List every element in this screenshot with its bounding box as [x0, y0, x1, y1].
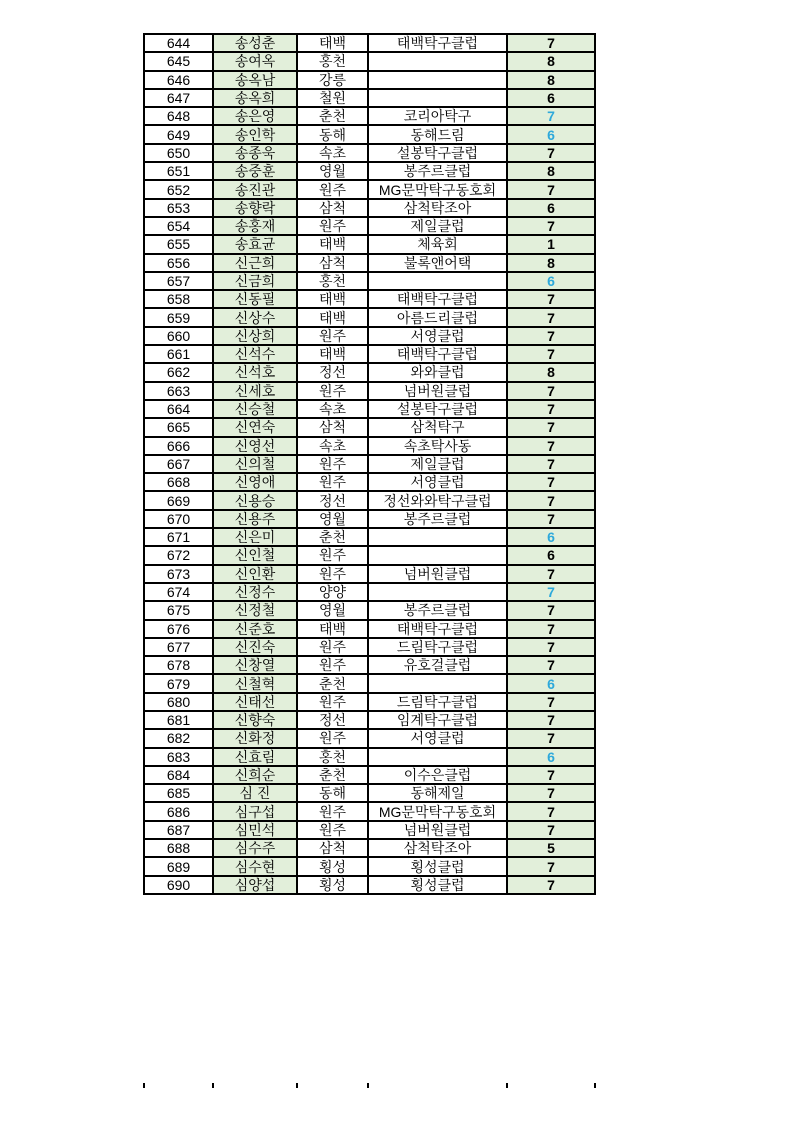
cell-club — [368, 748, 507, 766]
cell-number: 644 — [144, 34, 213, 52]
table-row — [144, 583, 595, 601]
cell-number: 672 — [144, 546, 213, 564]
cell-score: 7 — [507, 729, 595, 747]
cell-name: 신철혁 — [213, 674, 297, 692]
table-row — [144, 382, 595, 400]
cell-name: 송인학 — [213, 125, 297, 143]
cell-region: 홍천 — [297, 272, 368, 290]
cell-number: 684 — [144, 766, 213, 784]
cell-name: 신향숙 — [213, 711, 297, 729]
cell-region: 삼척 — [297, 199, 368, 217]
cell-score: 7 — [507, 382, 595, 400]
cell-club: 봉주르클럽 — [368, 510, 507, 528]
cell-name: 송여옥 — [213, 52, 297, 70]
cell-number: 658 — [144, 290, 213, 308]
cell-club — [368, 546, 507, 564]
cell-name: 신석수 — [213, 345, 297, 363]
cell-club: 태백탁구클럽 — [368, 290, 507, 308]
cell-region: 원주 — [297, 656, 368, 674]
cell-number: 648 — [144, 107, 213, 125]
cell-name: 심양섭 — [213, 876, 297, 894]
cell-club: 넘버원클럽 — [368, 565, 507, 583]
cell-number: 651 — [144, 162, 213, 180]
cell-score: 7 — [507, 400, 595, 418]
cell-region: 원주 — [297, 546, 368, 564]
cell-name: 신준호 — [213, 620, 297, 638]
cell-score: 6 — [507, 748, 595, 766]
table-row — [144, 546, 595, 564]
cell-club: 코리아탁구 — [368, 107, 507, 125]
cell-name: 신용주 — [213, 510, 297, 528]
cell-name: 신정철 — [213, 601, 297, 619]
cell-score: 7 — [507, 327, 595, 345]
cell-region: 태백 — [297, 34, 368, 52]
cell-name: 심 진 — [213, 784, 297, 802]
cell-score: 6 — [507, 674, 595, 692]
cell-region: 동해 — [297, 784, 368, 802]
cell-name: 송종욱 — [213, 144, 297, 162]
cell-score: 7 — [507, 711, 595, 729]
cell-region: 삼척 — [297, 839, 368, 857]
cell-number: 667 — [144, 455, 213, 473]
cutoff-border-tick — [367, 1083, 369, 1088]
cell-score: 7 — [507, 473, 595, 491]
table-row — [144, 34, 595, 52]
cell-score: 8 — [507, 162, 595, 180]
cell-club: 이수은클럽 — [368, 766, 507, 784]
table-row — [144, 345, 595, 363]
cell-club: 동해제일 — [368, 784, 507, 802]
cell-number: 679 — [144, 674, 213, 692]
table-row — [144, 821, 595, 839]
table-row — [144, 693, 595, 711]
cell-number: 657 — [144, 272, 213, 290]
cell-club — [368, 71, 507, 89]
cell-region: 정선 — [297, 491, 368, 509]
cutoff-border-tick — [506, 1083, 508, 1088]
table-row — [144, 729, 595, 747]
cell-number: 681 — [144, 711, 213, 729]
table-row — [144, 510, 595, 528]
table-row — [144, 876, 595, 894]
cell-score: 7 — [507, 418, 595, 436]
table-row — [144, 565, 595, 583]
cell-club: 임계탁구클럽 — [368, 711, 507, 729]
cell-number: 674 — [144, 583, 213, 601]
cell-number: 683 — [144, 748, 213, 766]
roster-table-body — [144, 34, 595, 894]
cell-region: 원주 — [297, 473, 368, 491]
table-row — [144, 473, 595, 491]
cell-region: 영월 — [297, 510, 368, 528]
cell-number: 665 — [144, 418, 213, 436]
cell-score: 7 — [507, 107, 595, 125]
cell-number: 673 — [144, 565, 213, 583]
cell-club: 태백탁구클럽 — [368, 345, 507, 363]
cell-region: 원주 — [297, 217, 368, 235]
table-row — [144, 308, 595, 326]
cell-name: 신의철 — [213, 455, 297, 473]
table-row — [144, 418, 595, 436]
cell-number: 666 — [144, 437, 213, 455]
cell-name: 송진관 — [213, 180, 297, 198]
table-row — [144, 491, 595, 509]
cell-number: 653 — [144, 199, 213, 217]
table-row — [144, 180, 595, 198]
cell-number: 663 — [144, 382, 213, 400]
cell-club: 불록앤어택 — [368, 254, 507, 272]
cell-name: 신세호 — [213, 382, 297, 400]
cell-name: 심민석 — [213, 821, 297, 839]
cell-score: 6 — [507, 125, 595, 143]
table-row — [144, 437, 595, 455]
cell-score: 7 — [507, 345, 595, 363]
cell-club: 횡성클럽 — [368, 857, 507, 875]
cell-name: 신진숙 — [213, 638, 297, 656]
cell-club: 제일클럽 — [368, 217, 507, 235]
cell-region: 원주 — [297, 455, 368, 473]
cell-number: 682 — [144, 729, 213, 747]
cell-score: 7 — [507, 821, 595, 839]
cell-club — [368, 272, 507, 290]
cell-score: 7 — [507, 308, 595, 326]
cell-club — [368, 52, 507, 70]
cell-score: 7 — [507, 601, 595, 619]
cell-region: 속초 — [297, 144, 368, 162]
cell-score: 6 — [507, 528, 595, 546]
cell-score: 7 — [507, 217, 595, 235]
cell-name: 심구섭 — [213, 802, 297, 820]
cell-number: 678 — [144, 656, 213, 674]
cell-region: 춘천 — [297, 528, 368, 546]
cell-number: 688 — [144, 839, 213, 857]
cell-score: 7 — [507, 510, 595, 528]
table-row — [144, 528, 595, 546]
cell-score: 7 — [507, 857, 595, 875]
cell-region: 원주 — [297, 565, 368, 583]
cell-name: 신화정 — [213, 729, 297, 747]
cell-name: 신태선 — [213, 693, 297, 711]
cell-region: 태백 — [297, 290, 368, 308]
table-row — [144, 857, 595, 875]
cell-club: MG문막탁구동호회 — [368, 180, 507, 198]
cell-region: 태백 — [297, 620, 368, 638]
table-row — [144, 290, 595, 308]
table-row — [144, 601, 595, 619]
cell-name: 신인환 — [213, 565, 297, 583]
table-row — [144, 784, 595, 802]
table-row — [144, 199, 595, 217]
cell-club: 설봉탁구클럽 — [368, 144, 507, 162]
cell-number: 686 — [144, 802, 213, 820]
cell-club — [368, 528, 507, 546]
cell-score: 7 — [507, 437, 595, 455]
cell-club: 삼척탁구 — [368, 418, 507, 436]
cell-name: 신영애 — [213, 473, 297, 491]
cell-name: 신근희 — [213, 254, 297, 272]
cell-number: 660 — [144, 327, 213, 345]
cell-number: 676 — [144, 620, 213, 638]
table-row — [144, 144, 595, 162]
cell-region: 원주 — [297, 638, 368, 656]
cell-club: 동해드림 — [368, 125, 507, 143]
cell-name: 신은미 — [213, 528, 297, 546]
cell-score: 8 — [507, 52, 595, 70]
cell-club: 서영클럽 — [368, 729, 507, 747]
cell-region: 영월 — [297, 601, 368, 619]
cell-region: 홍천 — [297, 748, 368, 766]
cell-region: 정선 — [297, 363, 368, 381]
cell-region: 철원 — [297, 89, 368, 107]
cell-score: 1 — [507, 235, 595, 253]
cell-name: 신승철 — [213, 400, 297, 418]
cell-score: 8 — [507, 71, 595, 89]
table-row — [144, 272, 595, 290]
table-row — [144, 674, 595, 692]
cell-region: 삼척 — [297, 254, 368, 272]
table-row — [144, 638, 595, 656]
cell-club — [368, 674, 507, 692]
cell-number: 680 — [144, 693, 213, 711]
table-row — [144, 711, 595, 729]
cell-number: 656 — [144, 254, 213, 272]
cell-score: 5 — [507, 839, 595, 857]
cell-score: 7 — [507, 656, 595, 674]
cell-number: 650 — [144, 144, 213, 162]
cell-club: 드림탁구클럽 — [368, 638, 507, 656]
cell-number: 647 — [144, 89, 213, 107]
table-row — [144, 656, 595, 674]
table-row — [144, 107, 595, 125]
roster-table — [143, 33, 596, 895]
cutoff-border-tick — [296, 1083, 298, 1088]
cell-region: 횡성 — [297, 857, 368, 875]
cell-club: 서영클럽 — [368, 473, 507, 491]
cell-number: 664 — [144, 400, 213, 418]
cell-number: 649 — [144, 125, 213, 143]
cell-region: 태백 — [297, 308, 368, 326]
table-row — [144, 363, 595, 381]
cell-club: 서영클럽 — [368, 327, 507, 345]
cell-region: 원주 — [297, 327, 368, 345]
cell-club: 태백탁구클럽 — [368, 620, 507, 638]
cell-club: 와와클럽 — [368, 363, 507, 381]
cell-name: 송성춘 — [213, 34, 297, 52]
cell-region: 동해 — [297, 125, 368, 143]
cell-number: 677 — [144, 638, 213, 656]
table-row — [144, 162, 595, 180]
cell-number: 685 — [144, 784, 213, 802]
cell-region: 태백 — [297, 235, 368, 253]
cell-name: 신효림 — [213, 748, 297, 766]
cell-score: 6 — [507, 272, 595, 290]
table-row — [144, 748, 595, 766]
table-row — [144, 254, 595, 272]
cell-score: 7 — [507, 180, 595, 198]
cell-name: 송홍재 — [213, 217, 297, 235]
cell-score: 7 — [507, 620, 595, 638]
cell-number: 662 — [144, 363, 213, 381]
cell-region: 횡성 — [297, 876, 368, 894]
cell-club: 유호걸클럽 — [368, 656, 507, 674]
cell-club: 횡성클럽 — [368, 876, 507, 894]
cell-name: 송효균 — [213, 235, 297, 253]
cell-region: 춘천 — [297, 674, 368, 692]
cell-score: 7 — [507, 766, 595, 784]
cell-club: 아름드리클럽 — [368, 308, 507, 326]
cell-club: 넘버원클럽 — [368, 821, 507, 839]
cell-region: 삼척 — [297, 418, 368, 436]
cell-number: 668 — [144, 473, 213, 491]
cell-club: 봉주르클럽 — [368, 162, 507, 180]
cell-score: 7 — [507, 144, 595, 162]
table-row — [144, 455, 595, 473]
table-row — [144, 620, 595, 638]
cell-name: 송향락 — [213, 199, 297, 217]
cell-score: 6 — [507, 546, 595, 564]
cell-region: 원주 — [297, 693, 368, 711]
cell-number: 690 — [144, 876, 213, 894]
cell-score: 7 — [507, 491, 595, 509]
cutoff-border-tick — [594, 1083, 596, 1088]
table-row — [144, 766, 595, 784]
cell-name: 신창열 — [213, 656, 297, 674]
cutoff-border-tick — [212, 1083, 214, 1088]
cell-region: 태백 — [297, 345, 368, 363]
cell-club: 삼척탁조아 — [368, 199, 507, 217]
cell-score: 7 — [507, 455, 595, 473]
cell-region: 원주 — [297, 180, 368, 198]
table-row — [144, 52, 595, 70]
cell-club: MG문막탁구동호회 — [368, 802, 507, 820]
cutoff-border-tick — [143, 1083, 145, 1088]
cell-score: 7 — [507, 565, 595, 583]
table-row — [144, 89, 595, 107]
cell-name: 신상수 — [213, 308, 297, 326]
cell-score: 8 — [507, 363, 595, 381]
cell-club: 속초탁사동 — [368, 437, 507, 455]
table-row — [144, 839, 595, 857]
cell-region: 원주 — [297, 802, 368, 820]
cell-name: 심수현 — [213, 857, 297, 875]
cell-name: 송중훈 — [213, 162, 297, 180]
cell-name: 신희순 — [213, 766, 297, 784]
cell-name: 송옥희 — [213, 89, 297, 107]
cell-number: 675 — [144, 601, 213, 619]
cell-number: 669 — [144, 491, 213, 509]
cell-number: 652 — [144, 180, 213, 198]
cell-score: 7 — [507, 802, 595, 820]
cell-number: 654 — [144, 217, 213, 235]
cell-number: 655 — [144, 235, 213, 253]
cell-club: 정선와와탁구클럽 — [368, 491, 507, 509]
cell-region: 속초 — [297, 400, 368, 418]
cell-region: 속초 — [297, 437, 368, 455]
cell-number: 670 — [144, 510, 213, 528]
cell-club: 삼척탁조아 — [368, 839, 507, 857]
cell-region: 원주 — [297, 821, 368, 839]
cell-score: 6 — [507, 199, 595, 217]
table-row — [144, 71, 595, 89]
cell-club: 넘버원클럽 — [368, 382, 507, 400]
cell-name: 송은영 — [213, 107, 297, 125]
cell-club — [368, 583, 507, 601]
cell-score: 7 — [507, 876, 595, 894]
cell-score: 7 — [507, 784, 595, 802]
cell-name: 신정수 — [213, 583, 297, 601]
cell-score: 7 — [507, 583, 595, 601]
cell-club: 제일클럽 — [368, 455, 507, 473]
cell-club — [368, 89, 507, 107]
cell-club: 드림탁구클럽 — [368, 693, 507, 711]
cell-number: 661 — [144, 345, 213, 363]
cell-score: 7 — [507, 693, 595, 711]
cell-name: 신석호 — [213, 363, 297, 381]
cell-number: 689 — [144, 857, 213, 875]
cell-number: 687 — [144, 821, 213, 839]
cell-club: 설봉탁구클럽 — [368, 400, 507, 418]
table-row — [144, 802, 595, 820]
cell-name: 신연숙 — [213, 418, 297, 436]
table-row — [144, 235, 595, 253]
cell-name: 신영선 — [213, 437, 297, 455]
cell-club: 봉주르클럽 — [368, 601, 507, 619]
cell-number: 671 — [144, 528, 213, 546]
cell-region: 강릉 — [297, 71, 368, 89]
cell-number: 646 — [144, 71, 213, 89]
cell-score: 7 — [507, 34, 595, 52]
cell-club: 체육회 — [368, 235, 507, 253]
cell-score: 7 — [507, 638, 595, 656]
cell-region: 영월 — [297, 162, 368, 180]
cell-number: 645 — [144, 52, 213, 70]
table-row — [144, 400, 595, 418]
cell-name: 신금희 — [213, 272, 297, 290]
cell-name: 신동필 — [213, 290, 297, 308]
cell-name: 신인철 — [213, 546, 297, 564]
table-row — [144, 327, 595, 345]
table-row — [144, 217, 595, 235]
cell-score: 8 — [507, 254, 595, 272]
cell-region: 정선 — [297, 711, 368, 729]
cell-name: 신용승 — [213, 491, 297, 509]
cell-region: 원주 — [297, 729, 368, 747]
cell-region: 양양 — [297, 583, 368, 601]
cell-score: 6 — [507, 89, 595, 107]
cell-region: 원주 — [297, 382, 368, 400]
cell-name: 심수주 — [213, 839, 297, 857]
cell-region: 춘천 — [297, 766, 368, 784]
cell-number: 659 — [144, 308, 213, 326]
cell-score: 7 — [507, 290, 595, 308]
table-row — [144, 125, 595, 143]
cell-name: 송옥남 — [213, 71, 297, 89]
cell-region: 홍천 — [297, 52, 368, 70]
cell-club: 태백탁구클럽 — [368, 34, 507, 52]
cell-name: 신상희 — [213, 327, 297, 345]
cell-region: 춘천 — [297, 107, 368, 125]
